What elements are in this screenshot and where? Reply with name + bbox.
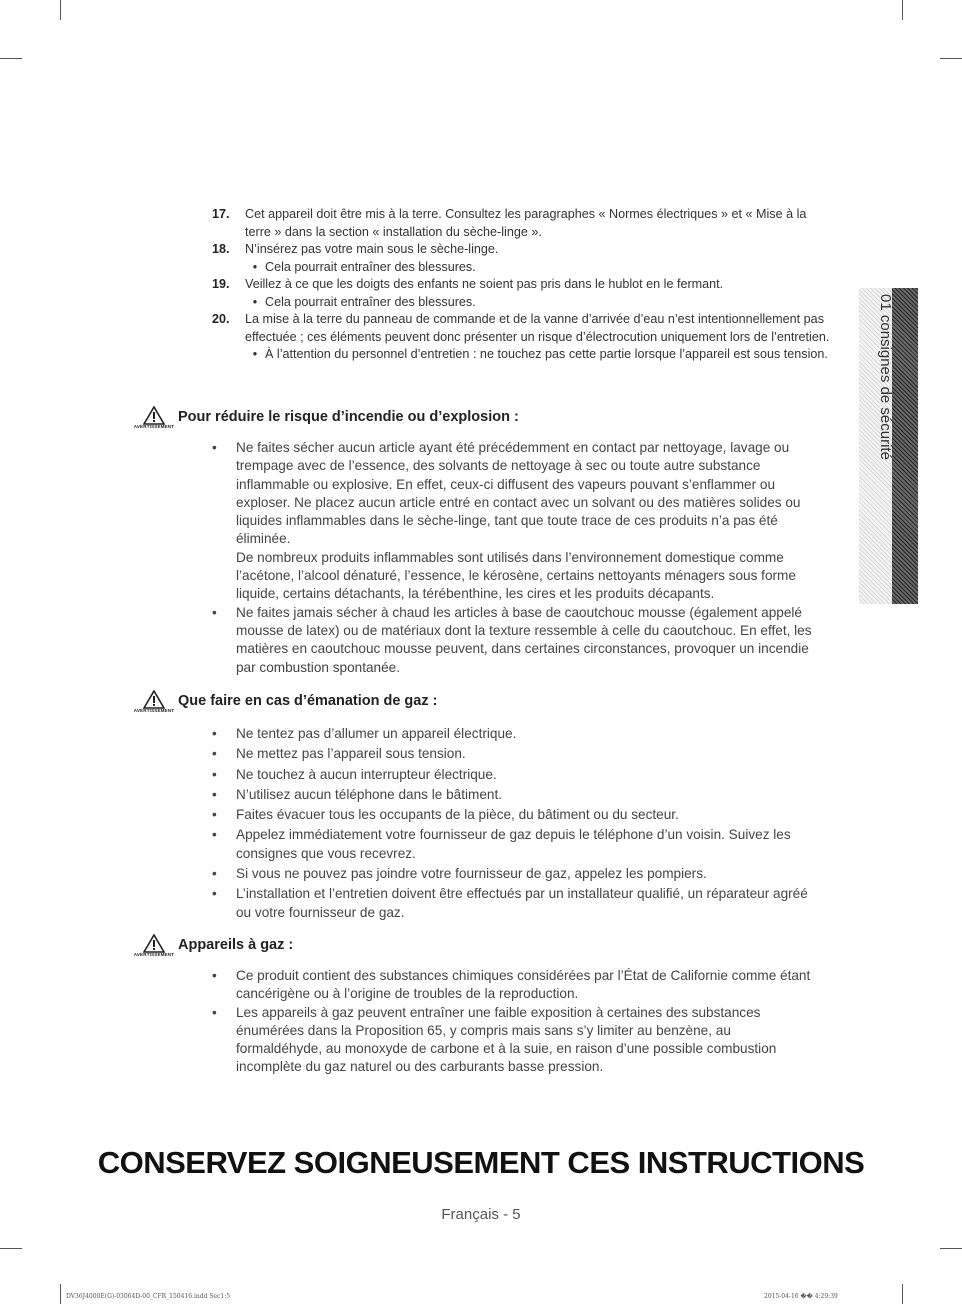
bullet-text: Ce produit contient des substances chimiques considérées par l’État de Californie comme étant cancérigène ou à l’origine de troubles de la reproduction. <box>236 968 811 1002</box>
warning-label: AVERTISSEMENT <box>133 708 175 713</box>
item-text: La mise à la terre du panneau de commande et de la vanne d’arrivée d’eau n’est intentionnellement pas effectuée ; ces éléments peuvent donc présenter un risque d’électrocution uniquement lors de l’entretien. <box>245 312 830 344</box>
warning-triangle-icon <box>143 934 165 953</box>
bullet-text: Ne faites jamais sécher à chaud les articles à base de caoutchouc mousse (également appelé mousse de latex) ou de matériaux dont la texture ressemble à celle du caoutchouc. En effet, les matières en caoutchouc mousse peuvent, dans certaines circonstances, provoquer un incendie par combustion spontanée. <box>236 604 812 675</box>
section-title: Appareils à gaz : <box>178 937 294 953</box>
bullet-item: • Ce produit contient des substances chimiques considérées par l’État de Californie comme étant cancérigène ou à l’origine de troubles de la reproduction. <box>236 967 817 1004</box>
warning-symbol <box>130 406 178 429</box>
warning-triangle-icon <box>143 406 165 425</box>
sub-bullet: • À l’attention du personnel d’entretien : ne touchez pas cette partie lorsque l’appareil est sous tension. <box>212 346 832 364</box>
sub-bullet: • Cela pourrait entraîner des blessures. <box>212 294 832 312</box>
item-text: N’insérez pas votre main sous le sèche-linge. <box>245 242 499 256</box>
crop-mark <box>902 1284 903 1304</box>
page-footer: Français - 5 <box>441 1206 521 1223</box>
item-number: 18. <box>212 242 230 256</box>
chapter-side-tab <box>859 288 918 604</box>
section-title: Pour réduire le risque d’incendie ou d’explosion : <box>178 409 519 425</box>
warning-symbol <box>130 934 178 957</box>
warning-label: AVERTISSEMENT <box>133 952 175 957</box>
item-text: Veillez à ce que les doigts des enfants ne soient pas pris dans le hublot en le fermant. <box>245 277 724 291</box>
bullet-item: • Ne touchez à aucun interrupteur électrique. <box>236 766 817 784</box>
crop-mark <box>0 1248 22 1249</box>
item-number: 19. <box>212 277 230 291</box>
crop-mark <box>60 1284 61 1304</box>
list-item <box>212 276 832 294</box>
print-slug-left: DV36J4000E(G)-03064D-00_CFR_150416.indd Sec1:5 <box>66 1293 231 1300</box>
bullet-item: • Ne faites jamais sécher à chaud les articles à base de caoutchouc mousse (également appelé mousse de latex) ou de matériaux dont la texture ressemble à celle du caoutchouc. En effet, les matières en caoutchouc mousse peuvent, dans certaines circonstances, provoquer un incendie par combustion spontanée. <box>236 604 817 677</box>
bullet-text: L’installation et l’entretien doivent être effectués par un installateur qualifié, un réparateur agréé ou votre fournisseur de gaz. <box>236 886 808 920</box>
bullet-text: Ne mettez pas l’appareil sous tension. <box>236 746 466 762</box>
crop-mark <box>940 58 962 59</box>
bullet-item: • Les appareils à gaz peuvent entraîner une faible exposition à certaines des substances énumérées dans la Proposition 65, y compris mais sans s’y limiter au benzène, au formaldéhyde, au monoxyde de carbone et à la suie, en raison d’une possible combustion incomplète du gaz naturel ou des carburants basse pression. <box>236 1004 817 1077</box>
chapter-tab-label: 01 consignes de sécurité <box>877 294 894 460</box>
bullet-text: Appelez immédiatement votre fournisseur de gaz depuis le téléphone d’un voisin. Suivez les consignes que vous recevrez. <box>236 827 791 861</box>
bullet-item: • Faites évacuer tous les occupants de la pièce, du bâtiment ou du secteur. <box>236 806 817 824</box>
section-gas <box>130 690 840 924</box>
bullet-text: Faites évacuer tous les occupants de la pièce, du bâtiment ou du secteur. <box>236 807 679 823</box>
section-fire <box>130 406 840 677</box>
warning-triangle-icon <box>143 690 165 709</box>
warning-label: AVERTISSEMENT <box>133 424 175 429</box>
section-appliances <box>130 934 840 1077</box>
list-item <box>212 206 832 241</box>
crop-mark <box>902 0 903 20</box>
crop-mark <box>0 58 22 59</box>
sub-bullet-text: À l’attention du personnel d’entretien : ne touchez pas cette partie lorsque l’appareil est sous tension. <box>265 347 828 361</box>
item-number: 17. <box>212 207 230 221</box>
bullet-item: • N’utilisez aucun téléphone dans le bâtiment. <box>236 786 817 804</box>
bullet-item: • L’installation et l’entretien doivent être effectués par un installateur qualifié, un réparateur agréé ou votre fournisseur de gaz. <box>236 885 817 922</box>
list-item <box>212 311 832 346</box>
bullet-text: Ne faites sécher aucun article ayant été précédemment en contact par nettoyage, lavage ou trempage avec de l’essence, des solvants de nettoyage à sec ou toute autre substance inflammable ou explosive. En effet, ceux-ci diffusent des vapeurs pouvant s’enflammer ou exploser. Ne placez aucun article entré en contact avec un solvant ou des matières solides ou liquides inflammables dans le sèche-linge, tant que toute trace de ces produits n’a pas été éliminée. <box>236 440 801 547</box>
bullet-item: • Ne faites sécher aucun article ayant été précédemment en contact par nettoyage, lavage ou trempage avec de l’essence, des solvants de nettoyage à sec ou toute autre substance inflammable ou explosive. En effet, ceux-ci diffusent des vapeurs pouvant s’enflammer ou exploser. Ne placez aucun article entré en contact avec un solvant ou des matières solides ou liquides inflammables dans le sèche-linge, tant que toute trace de ces produits n’a pas été éliminée. De nombreux produits inflammables sont utilisés dans l’environnement domestique comme l’acétone, l’alcool dénaturé, l’essence, le kérosène, certains nettoyants ménagers sous forme liquide, certains détachants, la térébenthine, les cires et les produits décapants. <box>212 440 801 602</box>
bullet-extra-paragraph: De nombreux produits inflammables sont utilisés dans l’environnement domestique comme l’acétone, l’alcool dénaturé, l’essence, le kérosène, certains nettoyants ménagers sous forme liquide, certains détachants, la térébenthine, les cires et les produits décapants. <box>236 549 796 602</box>
bullet-item: • Ne mettez pas l’appareil sous tension. <box>236 745 817 763</box>
bullet-text: Ne tentez pas d’allumer un appareil électrique. <box>236 726 517 741</box>
bullet-list <box>212 967 817 1077</box>
numbered-list <box>212 206 832 364</box>
section-title: Que faire en cas d’émanation de gaz : <box>178 693 438 709</box>
bullet-text: Ne touchez à aucun interrupteur électrique. <box>236 766 497 782</box>
bullet-text: Les appareils à gaz peuvent entraîner une faible exposition à certaines des substances énumérées dans la Proposition 65, y compris mais sans s’y limiter au benzène, au formaldéhyde, au monoxyde de carbone et à la suie, en raison d’une possible combustion incomplète du gaz naturel ou des carburants basse pression. <box>236 1004 777 1075</box>
print-slug-right: 2015-04-16 �� 4:29:39 <box>764 1293 838 1300</box>
item-number: 20. <box>212 312 230 326</box>
list-item <box>212 241 832 259</box>
closing-title: CONSERVEZ SOIGNEUSEMENT CES INSTRUCTIONS <box>97 1145 865 1180</box>
item-text: Cet appareil doit être mis à la terre. Consultez les paragraphes « Normes électriques » et « Mise à la terre » dans la section « installation du sèche-linge ». <box>245 207 807 239</box>
warning-symbol <box>130 690 178 713</box>
bullet-item: • Appelez immédiatement votre fournisseur de gaz depuis le téléphone d’un voisin. Suivez les consignes que vous recevrez. <box>236 826 817 863</box>
bullet-text: N’utilisez aucun téléphone dans le bâtiment. <box>236 786 503 802</box>
sub-bullet: • Cela pourrait entraîner des blessures. <box>212 259 832 277</box>
bullet-list <box>212 439 817 677</box>
crop-mark <box>60 0 61 20</box>
bullet-item: • Si vous ne pouvez pas joindre votre fournisseur de gaz, appelez les pompiers. <box>236 865 817 883</box>
bullet-text: Si vous ne pouvez pas joindre votre fournisseur de gaz, appelez les pompiers. <box>236 866 707 882</box>
sub-bullet-text: Cela pourrait entraîner des blessures. <box>265 259 476 274</box>
crop-mark <box>940 1248 962 1249</box>
bullet-item: • Ne tentez pas d’allumer un appareil électrique. <box>236 725 817 743</box>
bullet-list <box>212 725 817 922</box>
sub-bullet-text: Cela pourrait entraîner des blessures. <box>265 294 476 309</box>
